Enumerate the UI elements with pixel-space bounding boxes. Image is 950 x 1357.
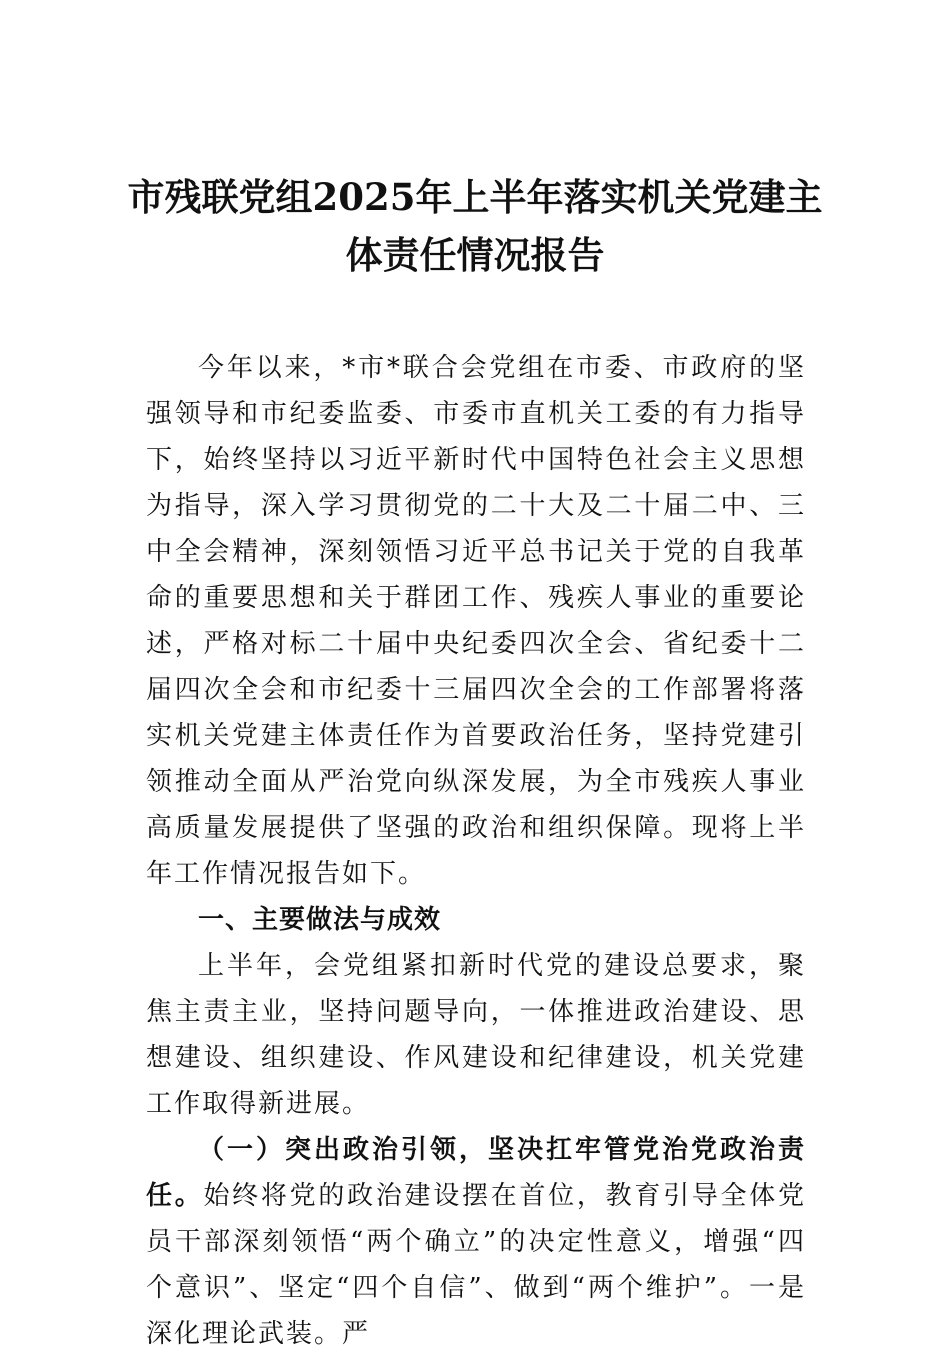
section-1-paragraph: 上半年，会党组紧扣新时代党的建设总要求，聚焦主责主业，坚持问题导向，一体推进政治建设、思想建设、组织建设、作风建设和纪律建设，机关党建工作取得新进展。: [146, 951, 806, 1119]
title-line-1: 市残联党组2025年上半年落实机关党建主: [127, 175, 823, 219]
subsection-1-lead: （一）突出政治引领，坚决扛牢管党治党政治责任。: [146, 1135, 806, 1211]
subsection-1-paragraph: [146, 1127, 806, 1357]
intro-paragraph: 今年以来，*市*联合会党组在市委、市政府的坚强领导和市纪委监委、市委市直机关工委的有力指导下，始终坚持以习近平新时代中国特色社会主义思想为指导，深入学习贯彻党的二十大及二十届二中、三中全会精神，深刻领悟习近平总书记关于党的自我革命的重要思想和关于群团工作、残疾人事业的重要论述，严格对标二十届中央纪委四次全会、省纪委十二届四次全会和市纪委十三届四次全会的工作部署将落实机关党建主体责任作为首要政治任务，坚持党建引领推动全面从严治党向纵深发展，为全市残疾人事业高质量发展提供了坚强的政治和组织保障。现将上半年工作情况报告如下。: [146, 353, 806, 889]
subsection-1-text: 始终将党的政治建设摆在首位，教育引导全体党员干部深刻领悟“两个确立”的决定性意义，增强“四个意识”、坚定“四个自信”、做到“两个维护”。一是深化理论武装。严: [146, 1181, 806, 1349]
section-heading-1: 一、主要做法与成效: [198, 905, 442, 935]
document-body: [146, 345, 806, 1357]
document-title: [120, 168, 830, 284]
title-line-2: 体责任情况报告: [345, 233, 605, 277]
